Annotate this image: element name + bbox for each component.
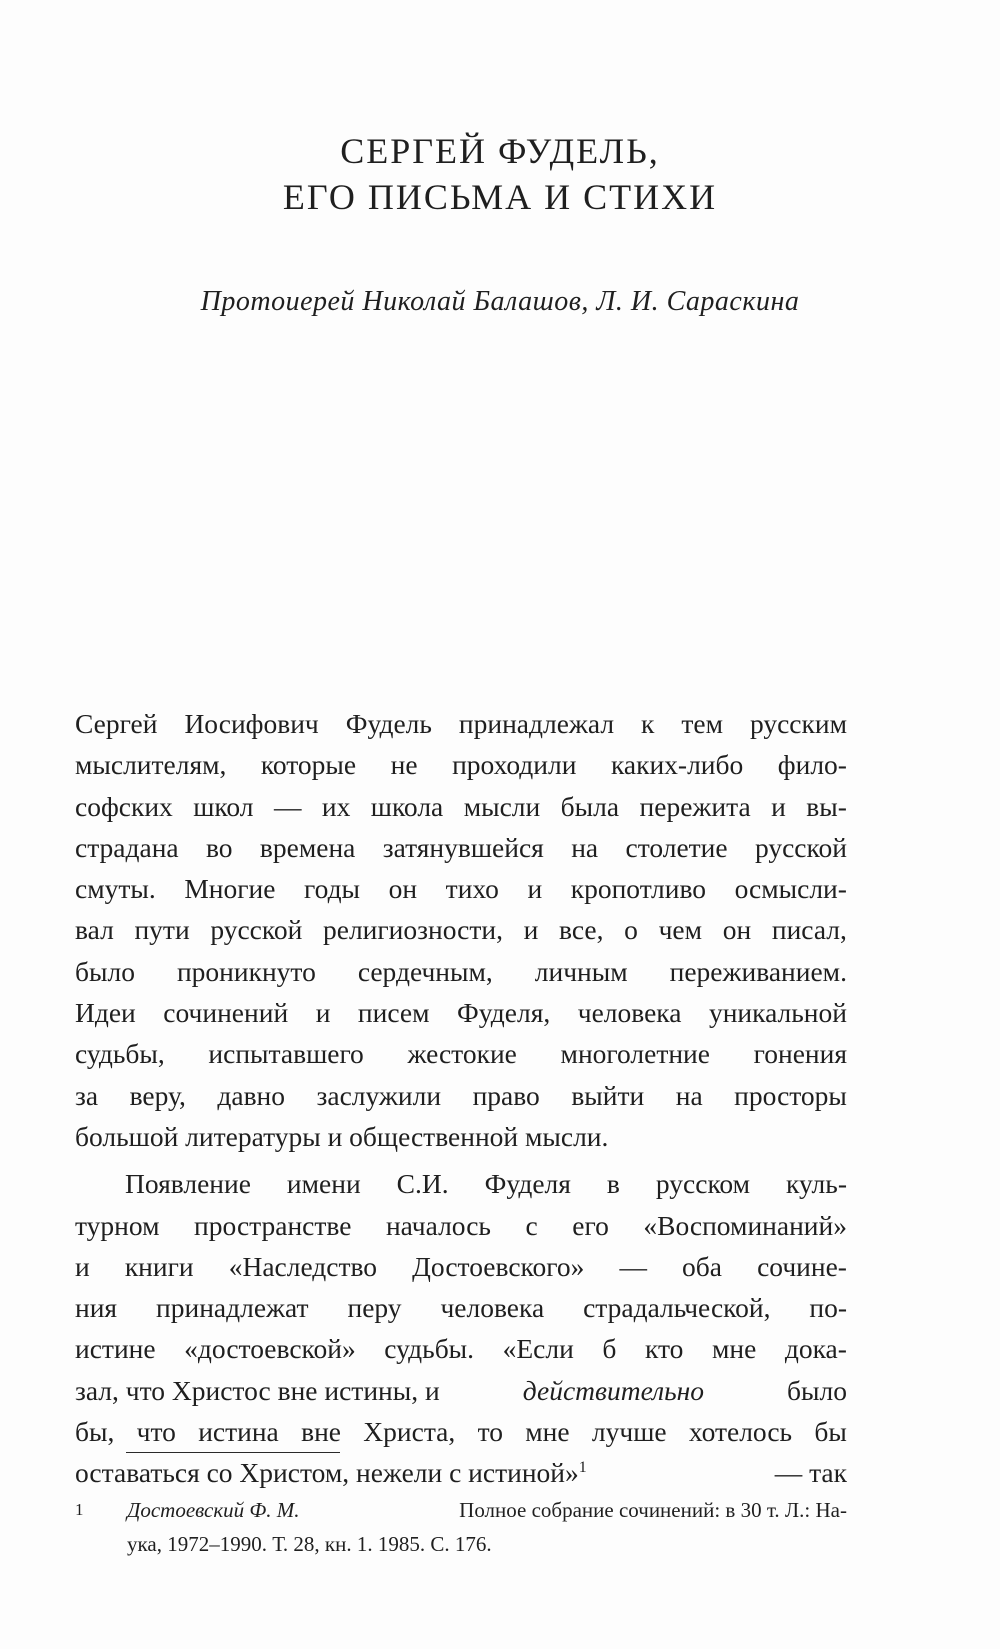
word: имени — [286, 1168, 361, 1200]
word: смуты. — [75, 873, 156, 905]
paragraph-2 — [75, 1163, 847, 1493]
chapter-title-line-1: СЕРГЕЙ ФУДЕЛЬ, — [340, 131, 660, 171]
word: дока- — [784, 1333, 847, 1365]
text-line — [75, 868, 847, 909]
word: страдальческой, — [583, 1292, 771, 1324]
word: русской — [210, 914, 303, 946]
word: веру, — [129, 1079, 186, 1111]
word: сочинений — [163, 997, 289, 1029]
word: и — [771, 790, 786, 822]
word: проникнуто — [176, 955, 316, 987]
word: куль- — [786, 1168, 847, 1200]
word: времена — [259, 831, 356, 863]
word: перу — [347, 1292, 402, 1324]
word: не — [390, 749, 418, 781]
word: тем — [681, 708, 724, 739]
word: жестокие — [407, 1038, 517, 1070]
word: истина — [198, 1416, 279, 1448]
text-line — [75, 786, 847, 827]
word: Иосифович — [184, 708, 319, 739]
word: б — [602, 1333, 617, 1365]
footnote-reference[interactable]: 1 — [578, 1459, 587, 1477]
word: «Наследство — [228, 1250, 378, 1282]
text-fragment — [75, 1452, 587, 1493]
word: пережита — [639, 790, 751, 822]
word: то — [477, 1416, 503, 1448]
word: его — [572, 1209, 609, 1241]
text-line — [75, 827, 847, 868]
word: к — [641, 708, 655, 739]
word: Идеи — [75, 997, 136, 1029]
footnote-line-2 — [127, 1527, 847, 1561]
word: писал, — [771, 914, 847, 946]
word: просторы — [734, 1079, 847, 1111]
footnote-author: Достоевский Ф. М. — [127, 1498, 300, 1522]
word: «Если — [502, 1333, 574, 1365]
word: была — [560, 790, 620, 822]
word: русским — [749, 708, 847, 739]
word: лучше — [591, 1416, 667, 1448]
word: человека — [440, 1292, 545, 1324]
word: ния — [75, 1292, 118, 1324]
word: право — [472, 1079, 540, 1111]
word: Фуделя, — [457, 997, 551, 1029]
text-line — [75, 1033, 847, 1074]
text-fragment: было — [787, 1374, 847, 1406]
text-line — [75, 1287, 847, 1328]
word: книги — [124, 1250, 194, 1282]
word: за — [75, 1079, 99, 1111]
text-fragment-main: оставаться со Христом, нежели с истиной» — [75, 1457, 579, 1489]
word: — — [273, 790, 302, 822]
word: Появление — [125, 1168, 251, 1200]
word: каких-либо — [610, 749, 744, 781]
word: личным — [534, 955, 628, 987]
word: во — [206, 831, 233, 863]
word: многолетние — [560, 1038, 710, 1070]
word: началось — [385, 1209, 491, 1241]
word: все, — [559, 914, 604, 946]
word: и — [75, 1250, 90, 1282]
word: бы, — [75, 1416, 115, 1448]
chapter-authors: Протоиерей Николай Балашов, Л. И. Сараскина — [200, 286, 800, 317]
word: судьбы. — [384, 1333, 475, 1365]
text-fragment: зал, что Христос вне истины, и — [75, 1374, 440, 1406]
word: сердечным, — [357, 955, 493, 987]
text-line — [75, 1411, 847, 1452]
word: принадлежал — [458, 708, 615, 739]
word: школа — [370, 790, 444, 822]
chapter-title-line-2: ЕГО ПИСЬМА И СТИХИ — [282, 177, 718, 217]
body-text — [75, 703, 847, 1494]
word: Достоевского» — [412, 1250, 585, 1282]
word: о — [624, 914, 638, 946]
word: тихо — [445, 873, 499, 905]
word: оба — [682, 1250, 722, 1282]
word: русской — [754, 831, 847, 863]
footnote-number: 1 — [75, 1500, 84, 1519]
text-line — [75, 909, 847, 950]
word: хотелось — [688, 1416, 793, 1448]
text-line-with-italic — [75, 1370, 847, 1411]
word: было — [75, 955, 135, 987]
text-line — [75, 1205, 847, 1246]
word: уникальной — [708, 997, 847, 1029]
word: вал — [75, 914, 114, 946]
word: турном — [75, 1209, 160, 1241]
word: бы — [814, 1416, 847, 1448]
word: софских — [75, 790, 173, 822]
text-line — [75, 703, 847, 744]
text-line — [75, 1163, 847, 1204]
footnote-separator — [126, 1452, 340, 1453]
word: вне — [301, 1416, 341, 1448]
word: он — [722, 914, 752, 946]
text-fragment: большой литературы и общественной мысли. — [75, 1120, 609, 1152]
word: и — [523, 914, 539, 946]
footnote-line-1-rest: Полное собрание сочинений: в 30 т. Л.: На- — [459, 1498, 847, 1522]
word: проходили — [452, 749, 577, 781]
word: русском — [655, 1168, 751, 1200]
footnote-line-2-text: ука, 1972–1990. Т. 28, кн. 1. 1985. С. 176. — [127, 1532, 492, 1556]
word: кропотливо — [570, 873, 707, 905]
word: «достоевской» — [184, 1333, 356, 1365]
word: — — [619, 1250, 647, 1282]
word: писем — [357, 997, 430, 1029]
word: и — [527, 873, 543, 905]
text-line-with-footnote-ref — [75, 1452, 847, 1493]
text-line — [75, 1328, 847, 1369]
word: человека — [577, 997, 682, 1029]
word: мне — [525, 1416, 570, 1448]
word: принадлежат — [156, 1292, 309, 1324]
word: мыслителям, — [75, 749, 227, 781]
word: Фуделя — [484, 1168, 571, 1200]
word: пути — [134, 914, 190, 946]
word: страдана — [75, 831, 179, 863]
word: столетие — [625, 831, 728, 863]
word: мне — [711, 1333, 757, 1365]
word: заслужили — [316, 1079, 442, 1111]
word: истине — [75, 1333, 156, 1365]
word: Фудель — [345, 708, 432, 739]
word: религиозности, — [323, 914, 503, 946]
word: Многие — [184, 873, 276, 905]
text-fragment: — так — [774, 1457, 847, 1489]
footnote-text — [127, 1493, 847, 1561]
word: сочине- — [757, 1250, 847, 1282]
italic-emphasis: действительно — [522, 1374, 704, 1406]
word: которые — [260, 749, 357, 781]
word: в — [606, 1168, 620, 1200]
word: что — [136, 1416, 176, 1448]
word: осмысли- — [734, 873, 847, 905]
text-line — [75, 1246, 847, 1287]
word: затянувшейся — [382, 831, 544, 863]
word: вы- — [806, 790, 847, 822]
word: школ — [193, 790, 254, 822]
word: их — [321, 790, 351, 822]
word: давно — [217, 1079, 286, 1111]
word: по- — [809, 1292, 847, 1324]
paragraph-1 — [75, 703, 847, 1157]
word: на — [571, 831, 599, 863]
footnote-line-1 — [127, 1493, 847, 1527]
text-line — [75, 951, 847, 992]
word: мысли — [463, 790, 541, 822]
word: годы — [304, 873, 361, 905]
word: С.И. — [396, 1168, 449, 1200]
word: чем — [658, 914, 703, 946]
word: с — [525, 1209, 538, 1241]
text-line — [75, 744, 847, 785]
word: Сергей — [75, 708, 158, 739]
word: на — [675, 1079, 703, 1111]
word: «Воспоминаний» — [643, 1209, 847, 1241]
word: судьбы, — [75, 1038, 165, 1070]
word: выйти — [571, 1079, 645, 1111]
text-line — [75, 1116, 847, 1157]
word: фило- — [777, 749, 847, 781]
word: переживанием. — [669, 955, 847, 987]
word: Христа, — [363, 1416, 456, 1448]
word: пространстве — [194, 1209, 352, 1241]
word: испытавшего — [208, 1038, 364, 1070]
text-line — [75, 992, 847, 1033]
word: он — [388, 873, 418, 905]
chapter-title — [0, 128, 1000, 220]
text-line — [75, 1075, 847, 1116]
word: кто — [644, 1333, 684, 1365]
word: гонения — [753, 1038, 847, 1070]
word: и — [315, 997, 331, 1029]
